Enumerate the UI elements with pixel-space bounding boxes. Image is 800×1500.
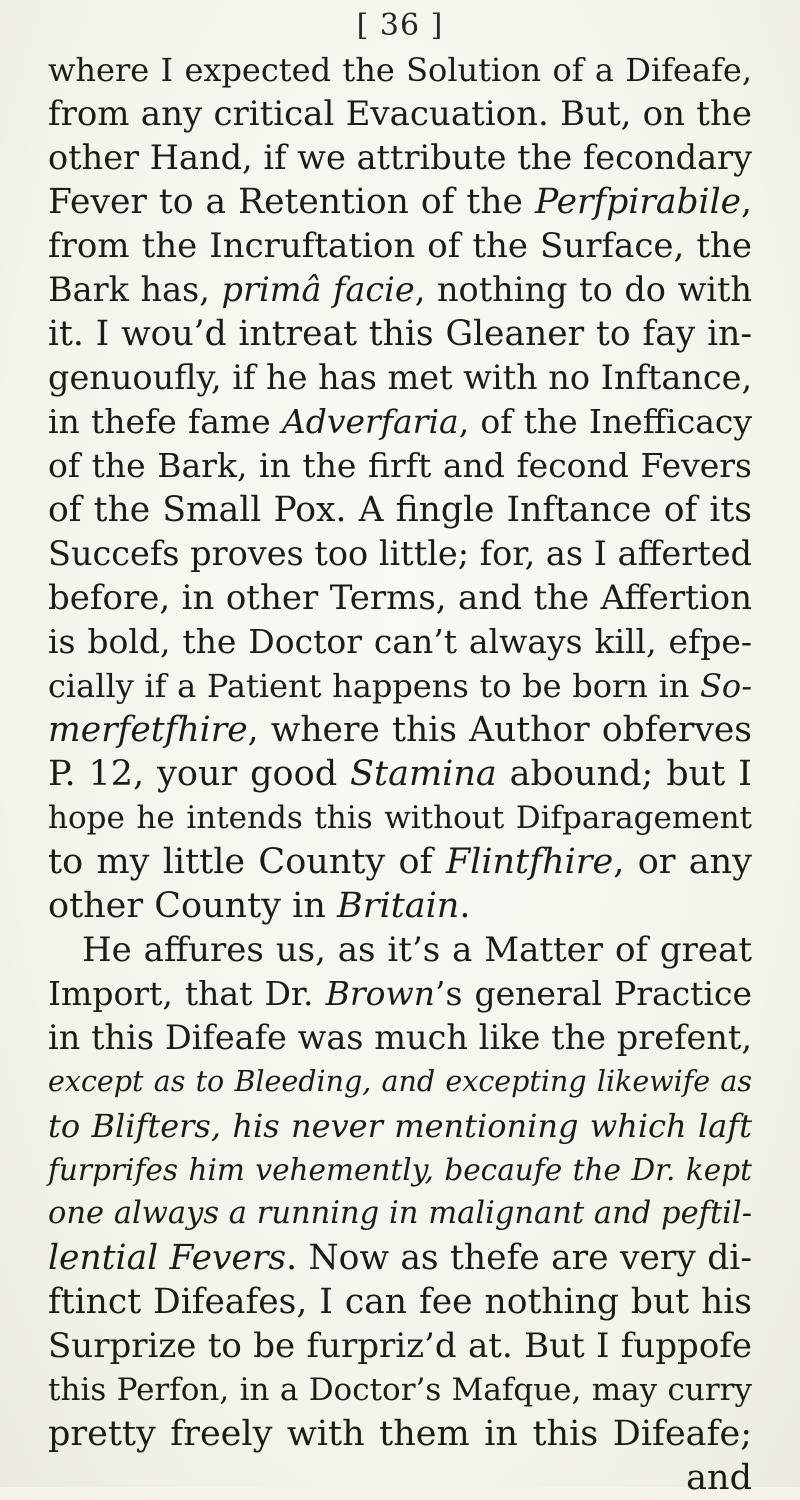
text-line: Succefs proves too little; for, as I afferted (48, 534, 752, 573)
text-line: of the Small Pox. A fingle Inftance of its (48, 490, 752, 530)
text-line: P. 12, your good Stamina abound; but I (48, 754, 752, 794)
text-line: except as to Bleeding, and excepting likewife as (48, 1065, 752, 1098)
text-line: genuoufly, if he has met with no Inftance, (48, 358, 753, 397)
text-line: it. I wou’d intreat this Gleaner to fay in- (48, 314, 752, 354)
text-line: to my little County of Flintfhire, or any (48, 842, 752, 882)
text-line: one always a running in malignant and peftil- (48, 1196, 752, 1231)
text-line: Surprize to be furpriz’d at. But I fuppofe (48, 1326, 752, 1366)
text-line: from the Incruftation of the Surface, the (48, 226, 752, 266)
text-line: is bold, the Doctor can’t always kill, efpe- (48, 622, 752, 661)
text-line: Import, that Dr. Brown’s general Practice (48, 974, 752, 1013)
text-line: other Hand, if we attribute the fecondary (48, 138, 752, 177)
text-line: to Blifters, his never mentioning which laft (48, 1107, 752, 1145)
page-number: [ 36 ] (356, 8, 444, 43)
text-line: furprifes him vehemently, becaufe the Dr. kept (48, 1153, 752, 1187)
text-line: Fever to a Retention of the Perfpirabile, (48, 182, 752, 222)
text-line: this Perfon, in a Doctor’s Mafque, may curry (48, 1372, 752, 1408)
text-line: other County in Britain. (48, 886, 471, 926)
text-line: where I expected the Solution of a Difeafe, (48, 51, 752, 89)
text-line: cially if a Patient happens to be born in So- (48, 667, 752, 705)
text-line: from any critical Evacuation. But, on the (48, 94, 752, 134)
text-line: lential Fevers. Now as thefe are very di- (48, 1238, 753, 1278)
catchword: and (686, 1458, 752, 1498)
text-line: in this Difeafe was much like the prefent, (48, 1018, 752, 1057)
text-line: of the Bark, in the firft and fecond Fevers (48, 446, 752, 485)
text-line: before, in other Terms, and the Affertion (48, 578, 752, 618)
text-line: He affures us, as it’s a Matter of great (82, 930, 752, 970)
text-line: pretty freely with them in this Difeafe; (48, 1414, 752, 1454)
text-line: Bark has, primâ facie, nothing to do with (48, 270, 752, 309)
text-line: hope he intends this without Difparagement (48, 800, 752, 836)
text-line: ftinct Difeafes, I can fee nothing but his (48, 1282, 752, 1322)
text-line: in thefe fame Adverfaria, of the Inefficacy (48, 402, 752, 441)
text-line: merfetfhire, where this Author obferves (48, 710, 752, 750)
